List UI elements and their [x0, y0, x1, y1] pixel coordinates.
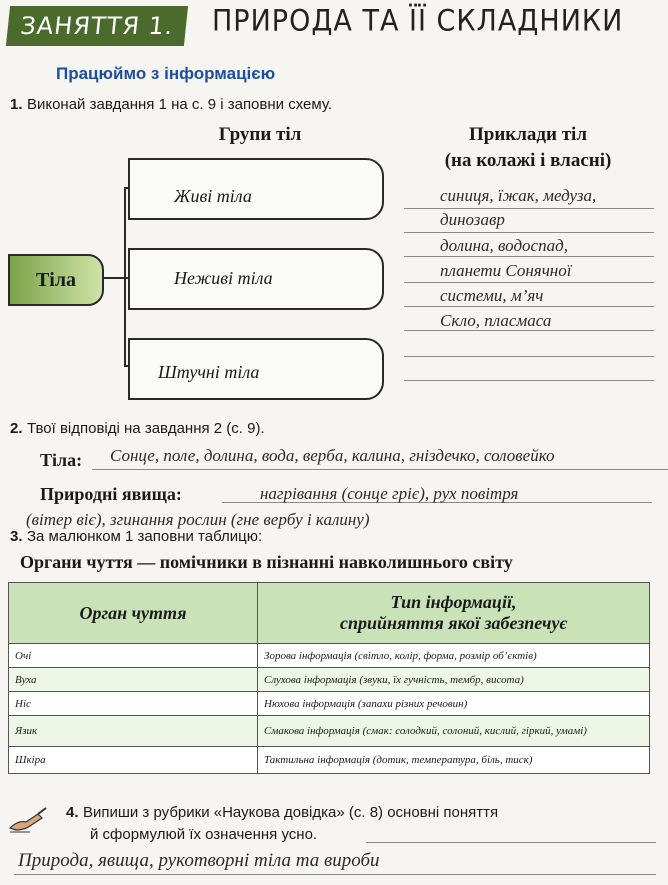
- task2-prompt: [10, 420, 265, 438]
- group-box-nonliving: [128, 248, 384, 310]
- task4-number: 4.: [66, 804, 79, 821]
- task2-text: Твої відповіді на завдання 2 (с. 9).: [26, 420, 265, 437]
- examples-answer-3: долина, водоспад,: [440, 236, 568, 255]
- phenomena-answer-2: (вітер віє), згинання рослин (гне вербу і калину): [26, 510, 370, 529]
- answer-line: [404, 282, 654, 283]
- table-row: [9, 747, 650, 774]
- task4-text-1: Випиши з рубрики «Наукова довідка» (с. 8) основні поняття: [82, 804, 499, 821]
- task4-text-2: й сформулюй їх означення усно.: [90, 826, 318, 843]
- answer-line: [14, 874, 656, 875]
- writing-hand-icon: [8, 806, 48, 834]
- task4-prompt: [66, 804, 662, 822]
- group-box-artificial: [128, 338, 384, 400]
- answer-line: [404, 380, 654, 381]
- task3-text: За малюнком 1 заповни таблицю:: [26, 528, 263, 545]
- root-box-bodies: [8, 254, 104, 306]
- task4-answer: Природа, явища, рукотворні тіла та вироби: [18, 850, 380, 871]
- senses-table: [8, 582, 650, 774]
- table-cell-organ: Ніс: [9, 692, 258, 716]
- phenomena-answer-1: нагрівання (сонце гріє), рух повітря: [260, 484, 519, 503]
- root-label: Тіла: [35, 268, 77, 291]
- lesson-badge: ЗАНЯТТЯ 1.: [6, 6, 188, 46]
- table-row: [9, 644, 650, 668]
- task3-number: 3.: [10, 528, 23, 545]
- group-box-living: [128, 158, 384, 220]
- table-cell-organ: Язик: [9, 716, 258, 747]
- table-header-info-line-2: сприйняття якої забезпечує: [340, 613, 567, 633]
- answer-line: [404, 232, 654, 233]
- examples-column-heading: Приклади тіл: [469, 124, 587, 145]
- table-header-info: [258, 583, 650, 644]
- table-header-organ-label: Орган чуття: [79, 602, 187, 623]
- task1-number: 1.: [10, 96, 23, 113]
- table-cell-info: Тактильна інформація (дотик, температура, біль, тиск): [258, 747, 650, 774]
- section-heading: Працюймо з інформацією: [56, 64, 276, 83]
- answer-line: [404, 208, 654, 209]
- groups-column-heading: Групи тіл: [218, 124, 302, 145]
- task1-prompt: [10, 96, 332, 114]
- table-row: [9, 692, 650, 716]
- table-cell-info: Смакова інформація (смак: солодкий, солоний, кислий, гіркий, умамі): [258, 716, 650, 747]
- table-cell-info: Слухова інформація (звуки, їх гучність, тембр, висота): [258, 668, 650, 692]
- table-cell-organ: Шкіра: [9, 747, 258, 774]
- table-cell-info: Нюхова інформація (запахи різних речовин): [258, 692, 650, 716]
- examples-answer-5: системи, м’яч: [440, 286, 544, 305]
- answer-line: [92, 469, 668, 470]
- group-label-living: Живі тіла: [174, 186, 252, 206]
- table-header-info-line-1: Тип інформації,: [390, 592, 517, 612]
- task2-number: 2.: [10, 420, 23, 437]
- examples-column-subheading: (на колажі і власні): [444, 150, 612, 171]
- examples-answer-2: динозавр: [440, 210, 505, 229]
- bodies-answer: Сонце, поле, долина, вода, верба, калина, гніздечко, соловейко: [110, 446, 555, 465]
- table-cell-info: Зорова інформація (світло, колір, форма, розмір об’єктів): [258, 644, 650, 668]
- table-title: Органи чуття — помічники в пізнанні навколишнього світу: [20, 552, 513, 572]
- table-header-row: [9, 583, 650, 644]
- table-cell-organ: Вуха: [9, 668, 258, 692]
- table-cell-organ: Очі: [9, 644, 258, 668]
- task3-prompt: [10, 528, 262, 546]
- phenomena-label: Природні явища:: [40, 484, 182, 504]
- bodies-label: Тіла:: [40, 450, 83, 470]
- examples-answer-1: синиця, їжак, медуза,: [440, 186, 597, 205]
- examples-answer-4: планети Сонячної: [440, 261, 572, 280]
- lesson-title: ПРИРОДА ТА ЇЇ СКЛАДНИКИ: [212, 4, 624, 39]
- group-label-artificial: Штучні тіла: [158, 362, 260, 382]
- answer-line: [404, 256, 654, 257]
- table-row: [9, 716, 650, 747]
- examples-answer-6: Скло, пласмаса: [440, 311, 552, 330]
- group-label-nonliving: Неживі тіла: [174, 268, 273, 288]
- task1-text: Виконай завдання 1 на с. 9 і заповни схему.: [26, 96, 333, 113]
- answer-line: [366, 842, 656, 843]
- table-row: [9, 668, 650, 692]
- table-header-organ: [9, 583, 258, 644]
- answer-line: [404, 306, 654, 307]
- answer-line: [404, 356, 654, 357]
